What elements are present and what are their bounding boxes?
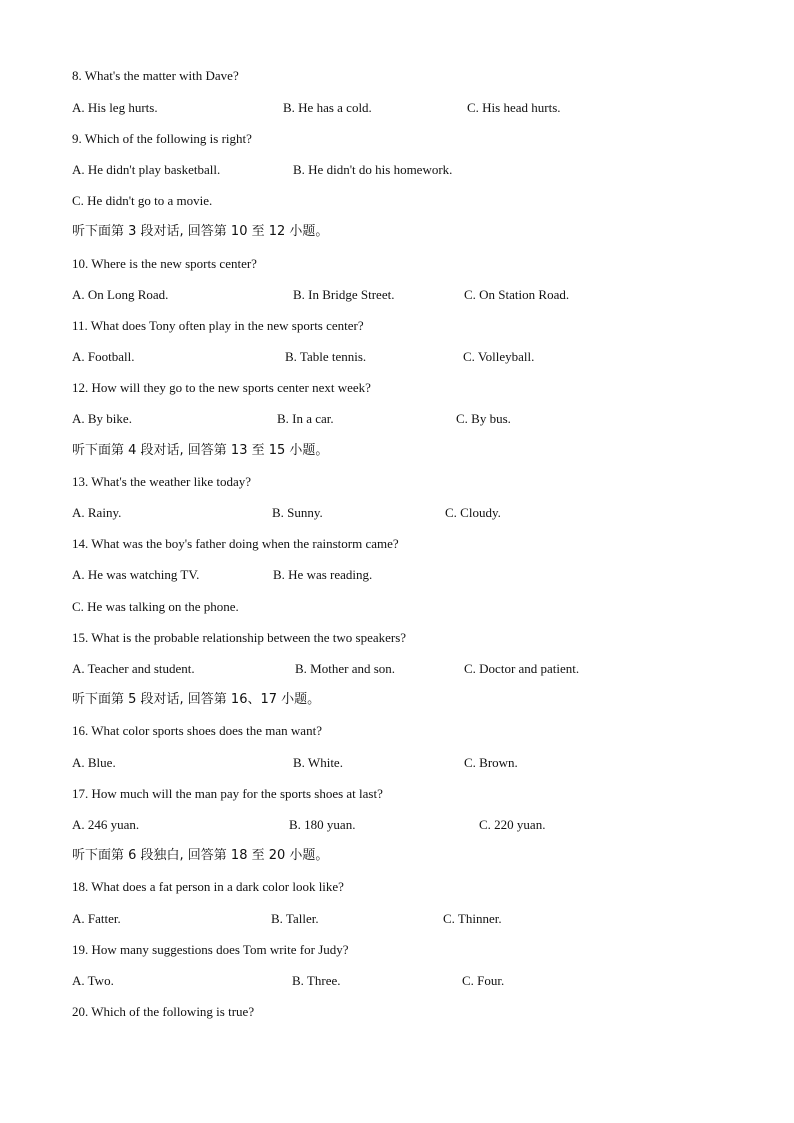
question-8-option-a: A. His leg hurts.: [72, 100, 158, 115]
question-8-option-b: B. He has a cold.: [283, 100, 372, 115]
question-16-option-b: B. White.: [293, 755, 343, 770]
question-17-option-c: C. 220 yuan.: [479, 817, 546, 832]
question-11-stem: 11. What does Tony often play in the new sports center?: [72, 318, 364, 333]
question-13-option-b: B. Sunny.: [272, 505, 323, 520]
question-15-stem: 15. What is the probable relationship between the two speakers?: [72, 630, 407, 645]
question-16-option-a: A. Blue.: [72, 755, 116, 770]
question-18-option-a: A. Fatter.: [72, 911, 121, 926]
question-16-option-c: C. Brown.: [464, 755, 518, 770]
question-13-option-a: A. Rainy.: [72, 505, 122, 520]
question-8-option-c: C. His head hurts.: [467, 100, 561, 115]
question-14-option-a: A. He was watching TV.: [72, 567, 200, 582]
question-14-stem: 14. What was the boy's father doing when the rainstorm came?: [72, 536, 399, 551]
question-9-option-a: A. He didn't play basketball.: [72, 162, 221, 177]
question-12-option-c: C. By bus.: [456, 411, 511, 426]
question-10-option-c: C. On Station Road.: [464, 287, 570, 302]
section-4-instruction: 听下面第 4 段对话, 回答第 13 至 15 小题。: [72, 443, 329, 458]
question-19-option-b: B. Three.: [292, 973, 341, 988]
question-16-stem: 16. What color sports shoes does the man want?: [72, 723, 322, 738]
question-9-stem: 9. Which of the following is right?: [72, 131, 252, 146]
question-14-option-c: C. He was talking on the phone.: [72, 599, 239, 614]
question-12-option-b: B. In a car.: [277, 411, 334, 426]
question-19-option-c: C. Four.: [462, 973, 505, 988]
section-6-instruction: 听下面第 6 段独白, 回答第 18 至 20 小题。: [72, 848, 329, 863]
question-18-stem: 18. What does a fat person in a dark color look like?: [72, 879, 344, 894]
question-11-option-b: B. Table tennis.: [285, 349, 367, 364]
question-12-stem: 12. How will they go to the new sports center next week?: [72, 380, 371, 395]
question-10-option-a: A. On Long Road.: [72, 287, 169, 302]
question-8-stem: 8. What's the matter with Dave?: [72, 68, 239, 83]
question-20-stem: 20. Which of the following is true?: [72, 1004, 255, 1019]
question-19-stem: 19. How many suggestions does Tom write for Judy?: [72, 942, 349, 957]
question-12-option-a: A. By bike.: [72, 411, 132, 426]
question-15-option-b: B. Mother and son.: [295, 661, 396, 676]
question-11-option-a: A. Football.: [72, 349, 135, 364]
question-18-option-c: C. Thinner.: [443, 911, 502, 926]
question-13-stem: 13. What's the weather like today?: [72, 474, 251, 489]
question-17-option-a: A. 246 yuan.: [72, 817, 140, 832]
question-10-option-b: B. In Bridge Street.: [293, 287, 395, 302]
question-19-option-a: A. Two.: [72, 973, 114, 988]
section-3-instruction: 听下面第 3 段对话, 回答第 10 至 12 小题。: [72, 224, 329, 239]
question-18-option-b: B. Taller.: [271, 911, 319, 926]
question-9-option-c: C. He didn't go to a movie.: [72, 193, 213, 208]
section-5-instruction: 听下面第 5 段对话, 回答第 16、17 小题。: [72, 692, 321, 707]
question-17-stem: 17. How much will the man pay for the sports shoes at last?: [72, 786, 383, 801]
question-15-option-a: A. Teacher and student.: [72, 661, 195, 676]
question-17-option-b: B. 180 yuan.: [289, 817, 356, 832]
question-13-option-c: C. Cloudy.: [445, 505, 501, 520]
question-14-option-b: B. He was reading.: [273, 567, 373, 582]
question-10-stem: 10. Where is the new sports center?: [72, 256, 257, 271]
question-9-option-b: B. He didn't do his homework.: [293, 162, 453, 177]
question-15-option-c: C. Doctor and patient.: [464, 661, 580, 676]
question-11-option-c: C. Volleyball.: [463, 349, 535, 364]
